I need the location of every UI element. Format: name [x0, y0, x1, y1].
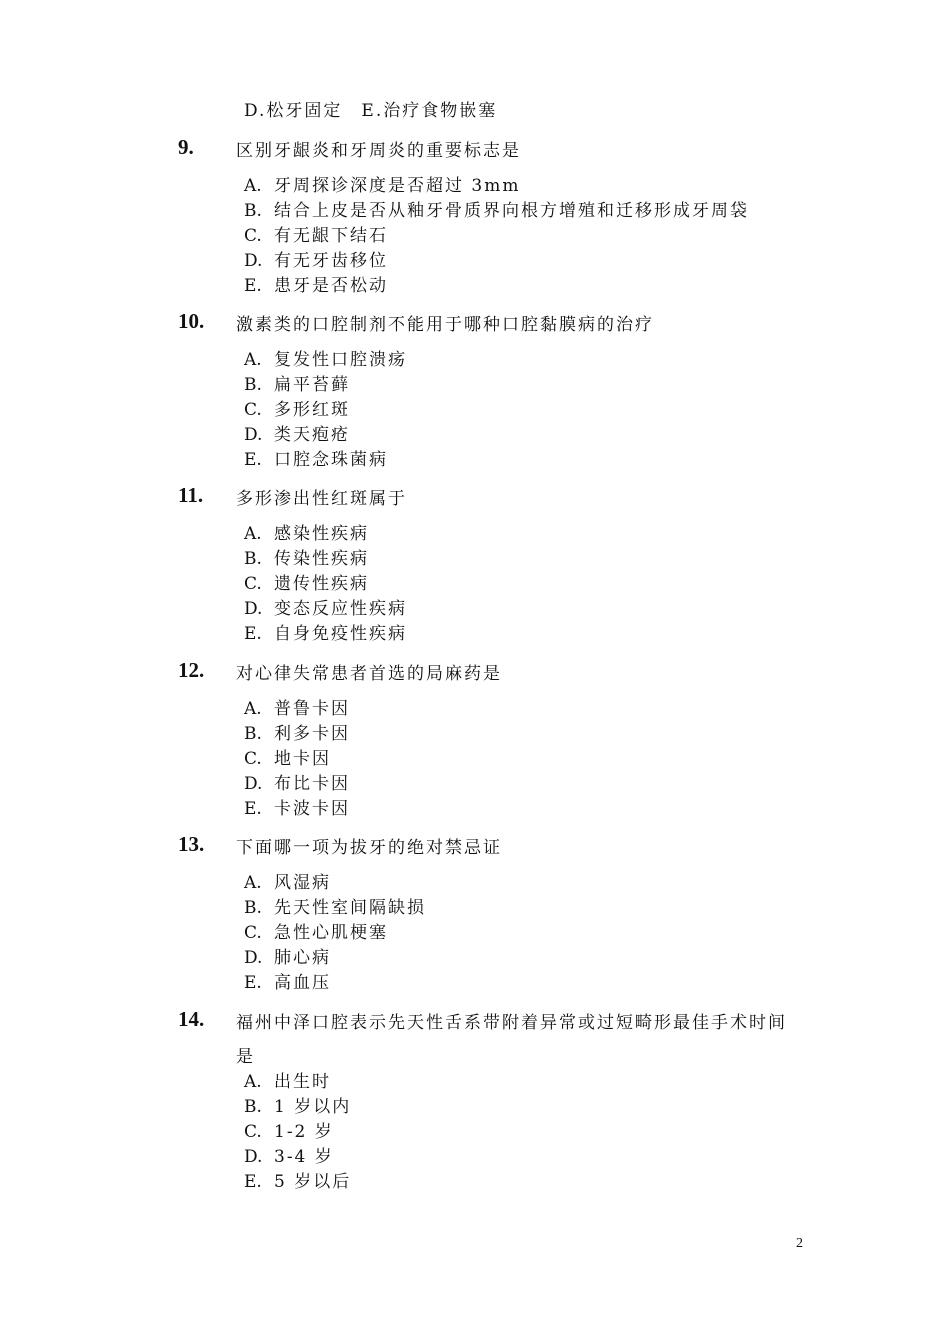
option-c: [244, 226, 388, 246]
option-text: 扁平苔藓: [274, 375, 350, 395]
option-label: E.: [244, 1172, 262, 1192]
option-text: 类天疱疮: [274, 425, 350, 445]
option-e: [244, 450, 388, 470]
option-text: 1 岁以内: [274, 1097, 352, 1117]
option-text: 复发性口腔溃疡: [274, 350, 407, 370]
option-b: [244, 549, 369, 569]
option-label: A.: [244, 176, 262, 196]
option-label: B.: [244, 201, 262, 221]
option-text: 自身免疫性疾病: [274, 624, 407, 644]
option-text: 变态反应性疾病: [274, 599, 407, 619]
option-text: 传染性疾病: [274, 549, 369, 569]
option-text: 遗传性疾病: [274, 574, 369, 594]
option-text: 患牙是否松动: [274, 276, 388, 296]
option-label: B.: [244, 375, 262, 395]
option-a: [244, 524, 369, 544]
option-text: 卡波卡因: [274, 799, 350, 819]
question-number: 13.: [178, 832, 205, 856]
option-label: A.: [244, 1072, 262, 1092]
question-number: 11.: [178, 483, 204, 507]
option-text: 3-4 岁: [274, 1147, 334, 1167]
option-label: B.: [244, 1097, 262, 1117]
option-b: [244, 375, 350, 395]
option-label: C.: [244, 923, 262, 943]
option-label: D.: [244, 1147, 263, 1167]
question-number: 14.: [178, 1007, 205, 1031]
option-text: 高血压: [274, 973, 331, 993]
option-text: 5 岁以后: [274, 1172, 352, 1192]
option-text: 普鲁卡因: [274, 699, 350, 719]
option-label: B.: [244, 549, 262, 569]
option-e: [244, 1172, 351, 1192]
option-e: [244, 799, 350, 819]
option-d: [244, 599, 407, 619]
option-label: E.: [244, 799, 262, 819]
option-e: [244, 624, 407, 644]
option-label: A.: [244, 699, 262, 719]
option-text: 口腔念珠菌病: [274, 450, 388, 470]
option-text: 风湿病: [274, 873, 331, 893]
option-b: [244, 1097, 351, 1117]
option-text: 出生时: [274, 1072, 331, 1092]
option-label: A.: [244, 350, 262, 370]
option-text: 结合上皮是否从釉牙骨质界向根方增殖和迁移形成牙周袋: [274, 201, 749, 221]
option-label: D.: [244, 948, 263, 968]
question-text: 福州中泽口腔表示先天性舌系带附着异常或过短畸形最佳手术时间: [236, 1013, 787, 1033]
option-e: [244, 973, 331, 993]
question-text-continuation: 是: [236, 1047, 255, 1067]
option-label: E.: [244, 450, 262, 470]
option-text: 地卡因: [274, 749, 331, 769]
option-text: 有无牙齿移位: [274, 251, 388, 271]
option-a: [244, 350, 407, 370]
option-d: [244, 1147, 334, 1167]
question-text: 对心律失常患者首选的局麻药是: [236, 664, 502, 684]
option-label: D.: [244, 774, 263, 794]
option-label: E.: [244, 276, 262, 296]
option-label: C.: [244, 749, 262, 769]
option-text: 1-2 岁: [274, 1122, 334, 1142]
option-a: [244, 699, 350, 719]
option-c: [244, 574, 369, 594]
option-text: 多形红斑: [274, 400, 350, 420]
question-text: 区别牙龈炎和牙周炎的重要标志是: [236, 141, 521, 161]
question-text: 多形渗出性红斑属于: [236, 489, 407, 509]
option-c: [244, 923, 388, 943]
option-label: A.: [244, 524, 262, 544]
option-label: C.: [244, 226, 262, 246]
option-label: A.: [244, 873, 262, 893]
option-label: E.: [244, 973, 262, 993]
option-label: B.: [244, 724, 262, 744]
option-c: [244, 749, 331, 769]
option-label: E.: [244, 624, 262, 644]
option-label: C.: [244, 1122, 262, 1142]
question-text: 激素类的口腔制剂不能用于哪种口腔黏膜病的治疗: [236, 315, 654, 335]
option-d: [244, 774, 350, 794]
option-d: [244, 251, 388, 271]
option-text: 先天性室间隔缺损: [274, 898, 426, 918]
option-text: 牙周探诊深度是否超过 3mm: [274, 176, 521, 196]
option-c: [244, 1122, 334, 1142]
option-label: D.: [244, 251, 263, 271]
question-number: 9.: [178, 135, 194, 159]
option-text: 急性心肌梗塞: [274, 923, 388, 943]
option-a: [244, 1072, 331, 1092]
option-label: B.: [244, 898, 262, 918]
option-text: 肺心病: [274, 948, 331, 968]
option-text: 有无龈下结石: [274, 226, 388, 246]
option-text: 感染性疾病: [274, 524, 369, 544]
option-b: [244, 724, 350, 744]
question-number: 10.: [178, 309, 205, 333]
option-a: [244, 176, 520, 196]
option-text: 利多卡因: [274, 724, 350, 744]
question-text: 下面哪一项为拔牙的绝对禁忌证: [236, 838, 502, 858]
page-number: 2: [796, 1236, 803, 1251]
option-label: C.: [244, 400, 262, 420]
option-text: 布比卡因: [274, 774, 350, 794]
option-label: C.: [244, 574, 262, 594]
option-b: [244, 201, 749, 221]
option-label: D.: [244, 425, 263, 445]
option-d: [244, 948, 331, 968]
option-a: [244, 873, 331, 893]
carryover-options-line: D.松牙固定 E.治疗食物嵌塞: [244, 101, 498, 121]
option-d: [244, 425, 350, 445]
option-b: [244, 898, 426, 918]
question-number: 12.: [178, 658, 205, 682]
option-e: [244, 276, 388, 296]
option-label: D.: [244, 599, 263, 619]
option-c: [244, 400, 350, 420]
